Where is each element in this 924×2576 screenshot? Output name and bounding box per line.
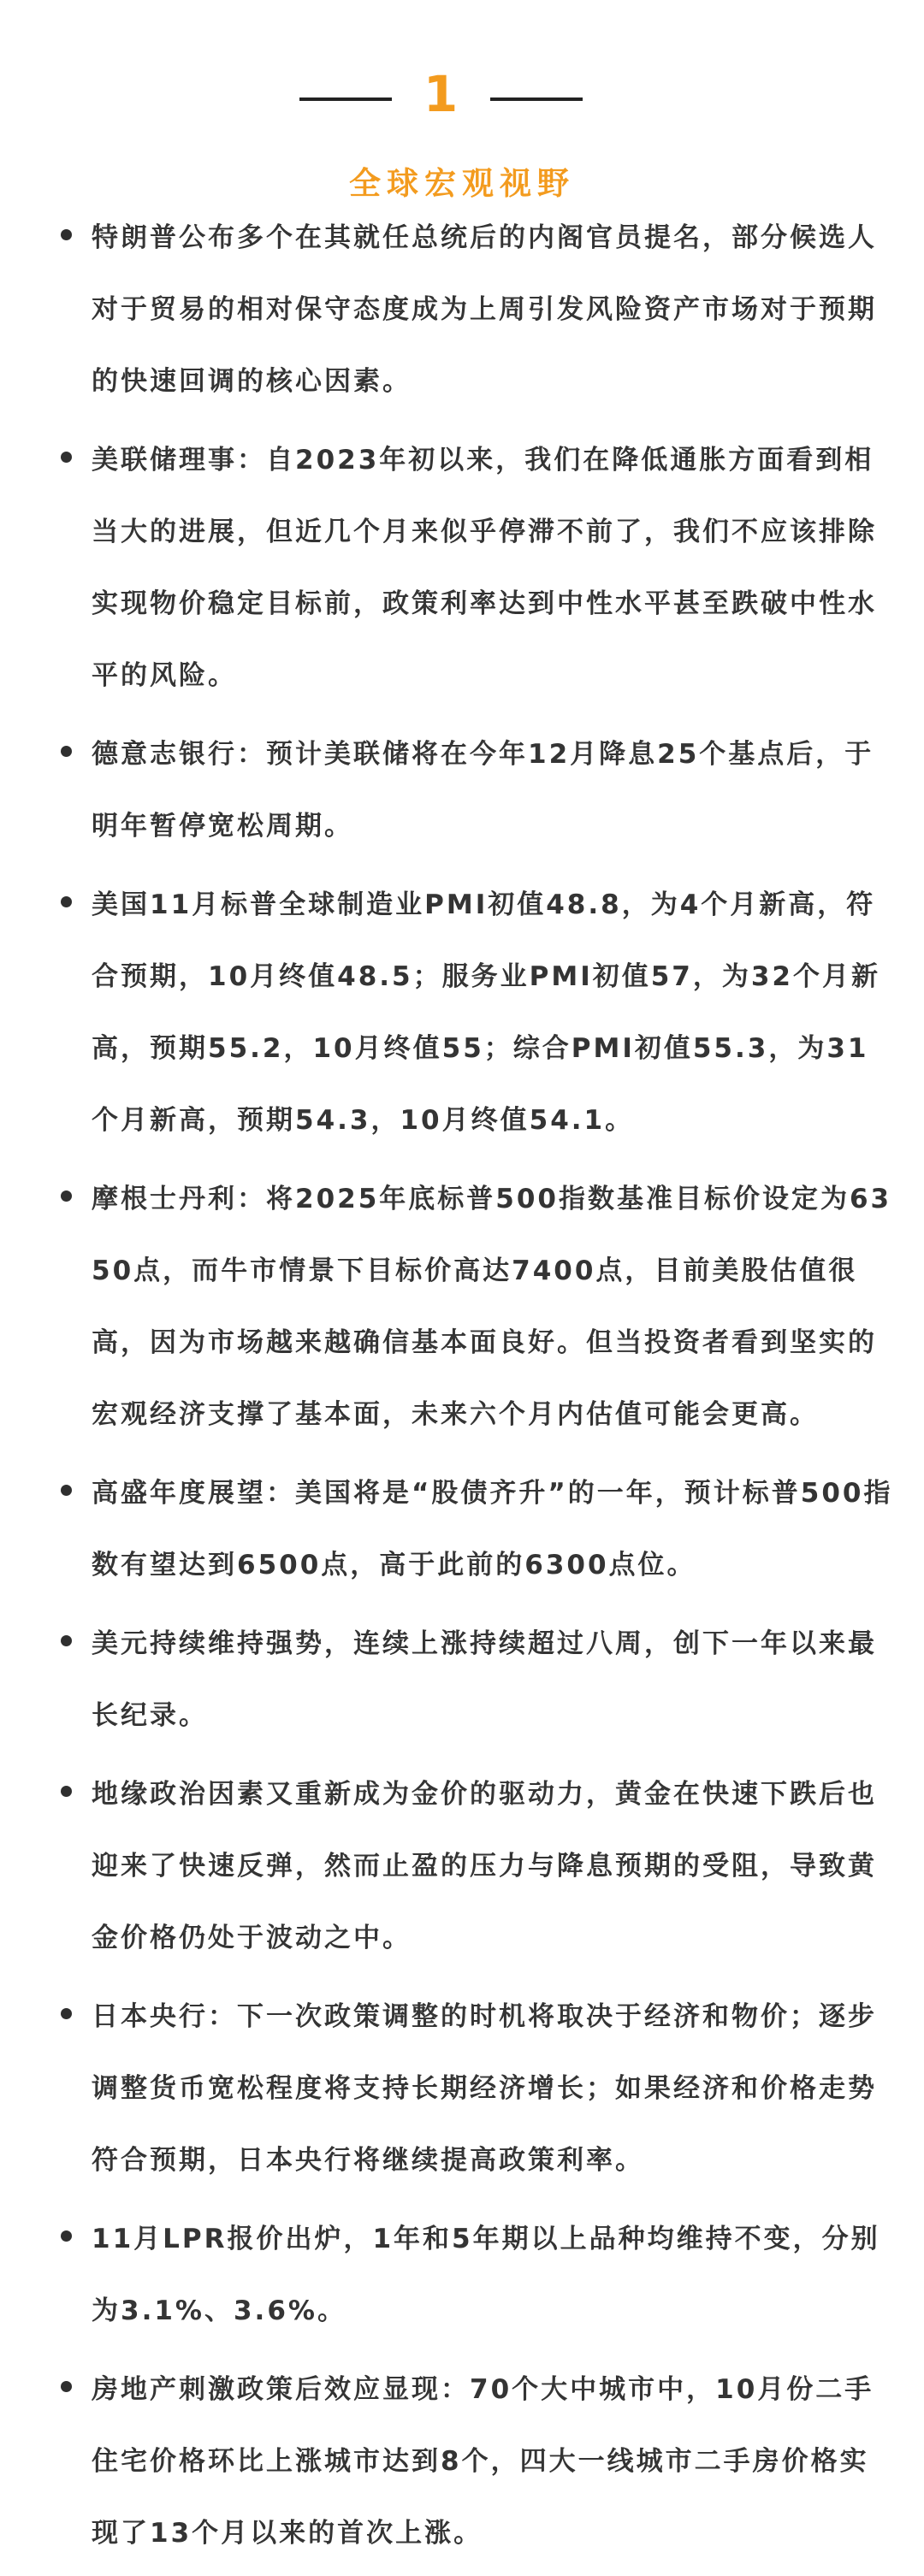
list-item-text: 日本央行：下一次政策调整的时机将取决于经济和物价；逐步调整货币宽松程度将支持长期经济增长；如果经济和价格走势符合预期，日本央行将继续提高政策利率。 [92, 2001, 877, 2176]
bullet-icon [61, 2230, 72, 2242]
right-divider [490, 97, 583, 101]
list-item [56, 1758, 894, 1974]
section-title: 全球宏观视野 [349, 165, 575, 202]
list-item-text: 地缘政治因素又重新成为金价的驱动力，黄金在快速下跌后也迎来了快速反弹，然而止盈的压力与降息预期的受阻，导致黄金价格仍处于波动之中。 [92, 1779, 877, 1953]
bullet-icon [61, 229, 72, 240]
left-divider [299, 97, 392, 101]
list-item-text: 房地产刺激政策后效应显现：70个大中城市中，10月份二手住宅价格环比上涨城市达到8个，四大一线城市二手房价格实现了13个月以来的首次上涨。 [92, 2374, 874, 2549]
news-list [56, 202, 894, 2576]
list-item [56, 718, 894, 862]
list-item-text: 美联储理事：自2023年初以来，我们在降低通胀方面看到相当大的进展，但近几个月来似乎停滞不前了，我们不应该排除实现物价稳定目标前，政策利率达到中性水平甚至跌破中性水平的风险。 [92, 445, 877, 691]
bullet-icon [61, 1635, 72, 1646]
list-item [56, 2203, 894, 2347]
list-item-text: 高盛年度展望：美国将是“股债齐升”的一年，预计标普500指数有望达到6500点，高于此前的6300点位。 [92, 1478, 893, 1580]
list-item [56, 869, 894, 1156]
section-number: 1 [423, 65, 459, 123]
bullet-icon [61, 452, 72, 463]
bullet-icon [61, 896, 72, 907]
section-header [0, 0, 924, 214]
list-item-text: 美国11月标普全球制造业PMI初值48.8，为4个月新高，符合预期，10月终值48.5；服务业PMI初值57，为32个月新高，预期55.2，10月终值55；综合PMI初值55.3，为31个月新高，预期54.3，10月终值54.1。 [92, 889, 881, 1136]
list-item [56, 1163, 894, 1450]
list-item [56, 1608, 894, 1752]
list-item-text: 美元持续维持强势，连续上涨持续超过八周，创下一年以来最长纪录。 [92, 1628, 877, 1731]
list-item [56, 202, 894, 417]
bullet-icon [61, 2008, 72, 2019]
list-item-text: 德意志银行：预计美联储将在今年12月降息25个基点后，于明年暂停宽松周期。 [92, 739, 874, 842]
list-item-text: 11月LPR报价出炉，1年和5年期以上品种均维持不变，分别为3.1%、3.6%。 [92, 2224, 880, 2326]
list-item [56, 1457, 894, 1601]
list-item [56, 1981, 894, 2196]
list-item [56, 2354, 894, 2569]
bullet-icon [61, 1786, 72, 1797]
bullet-icon [61, 746, 72, 757]
list-item-text: 摩根士丹利：将2025年底标普500指数基准目标价设定为6350点，而牛市情景下目标价高达7400点，目前美股估值很高，因为市场越来越确信基本面良好。但当投资者看到坚实的宏观经济支撑了基本面，未来六个月内估值可能会更高。 [92, 1184, 892, 1430]
list-item [56, 424, 894, 712]
bullet-icon [61, 2381, 72, 2392]
list-item-text: 特朗普公布多个在其就任总统后的内阁官员提名，部分候选人对于贸易的相对保守态度成为上周引发风险资产市场对于预期的快速回调的核心因素。 [92, 222, 877, 397]
bullet-icon [61, 1191, 72, 1202]
bullet-icon [61, 1485, 72, 1496]
